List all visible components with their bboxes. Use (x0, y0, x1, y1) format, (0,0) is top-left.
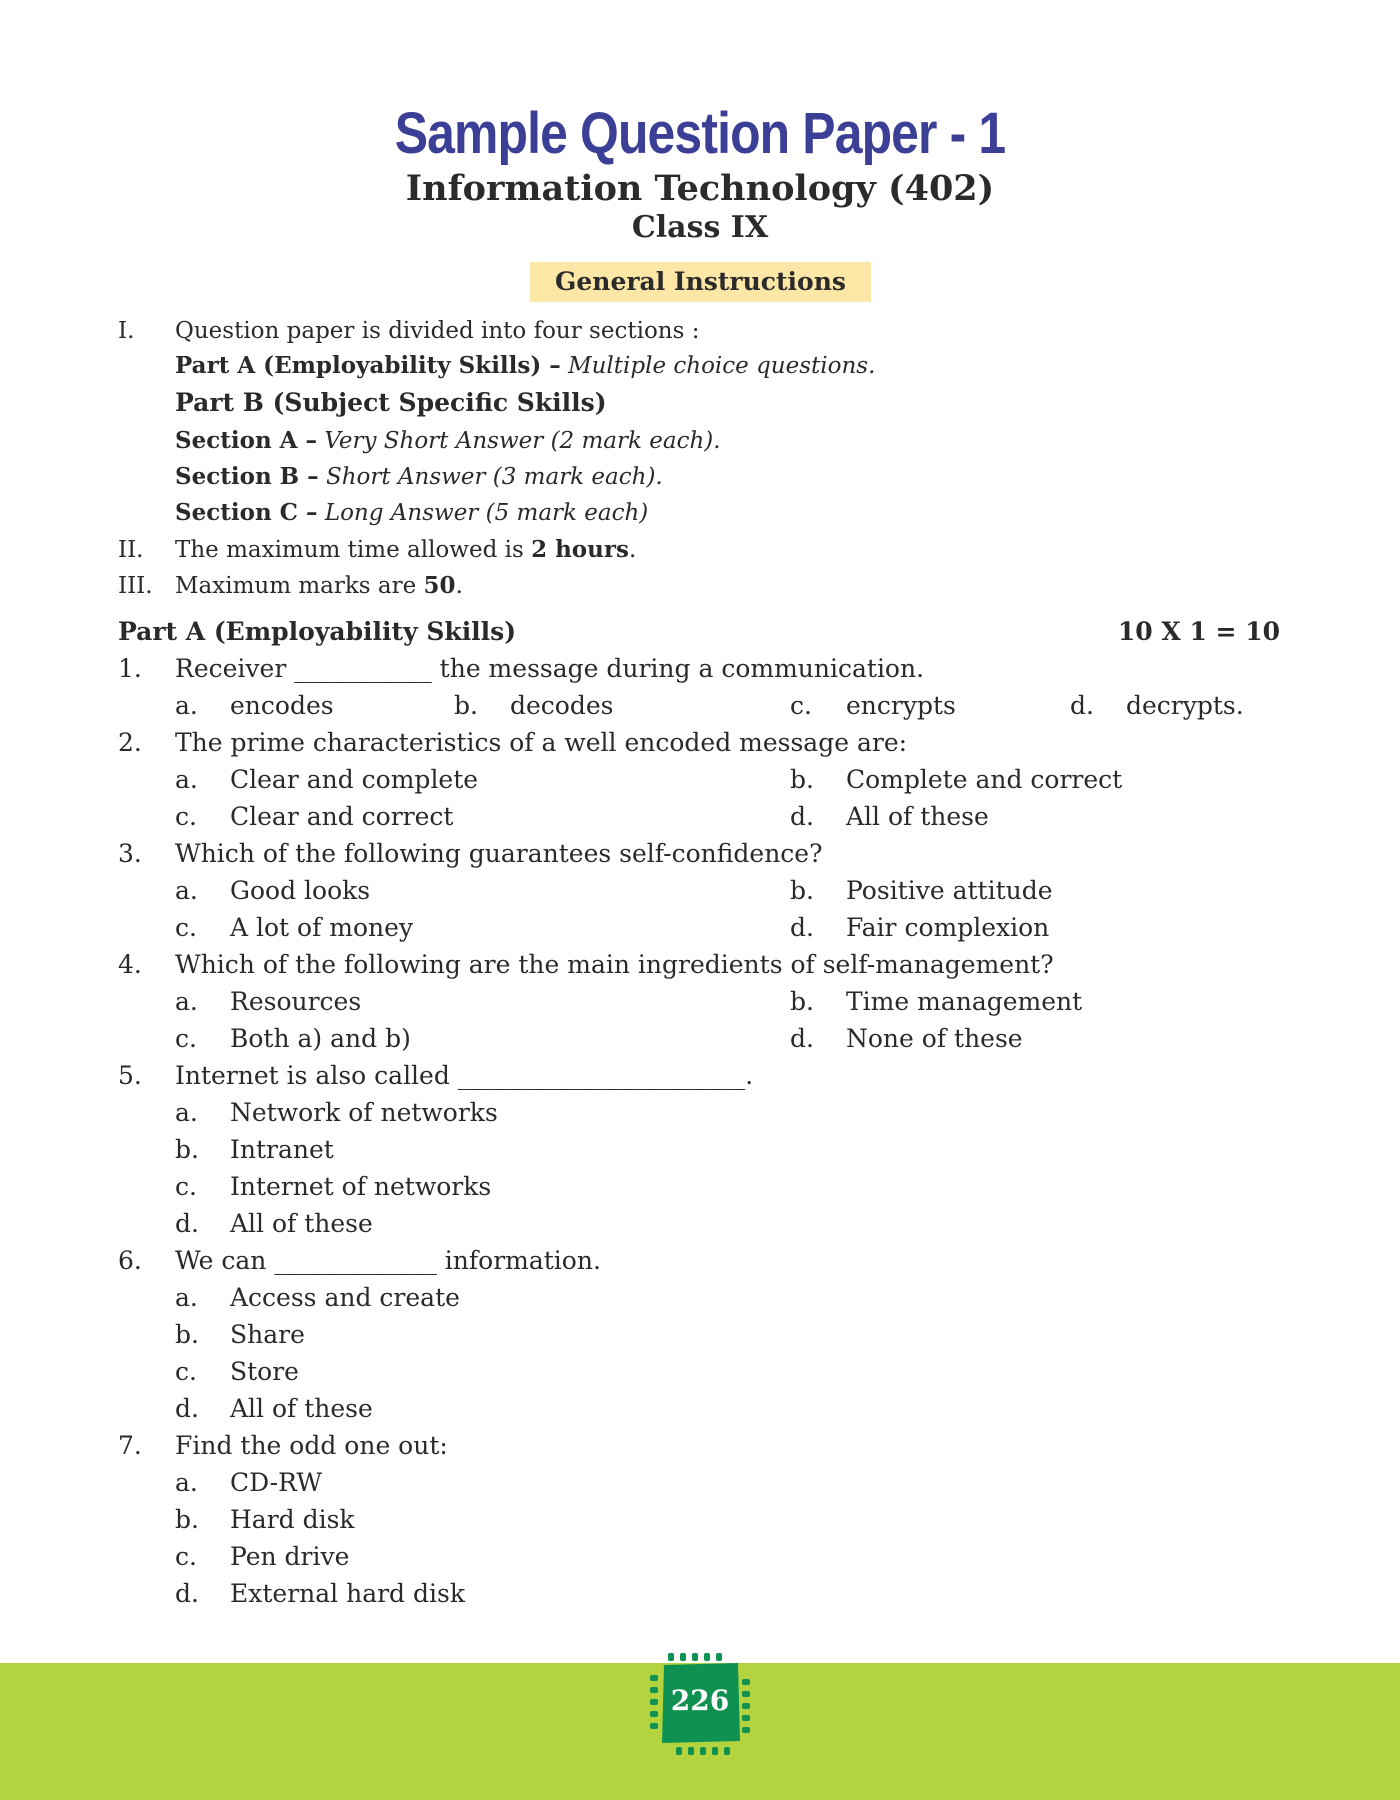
section-b-label: Section B – (175, 463, 319, 490)
option-text: Resources (230, 987, 362, 1016)
option-letter: b. (175, 1320, 199, 1349)
option-text: Access and create (230, 1283, 460, 1312)
option-letter: d. (790, 913, 814, 942)
option-text: Time management (846, 987, 1083, 1016)
option-text: Fair complexion (846, 913, 1050, 942)
question-text: Find the odd one out: (175, 1431, 448, 1460)
option-letter: d. (175, 1209, 199, 1238)
option-letter: a. (175, 765, 198, 794)
class-label: Class IX (631, 210, 769, 245)
instruction-number: II. (118, 537, 144, 563)
max-time-value: 2 hours (531, 536, 629, 563)
question-text: Which of the following are the main ingredients of self-management? (175, 950, 1054, 979)
subject-title: Information Technology (402) (405, 168, 995, 209)
option-text: encrypts (846, 691, 956, 720)
option-letter: a. (175, 691, 198, 720)
option-letter: a. (175, 1283, 198, 1312)
question-number: 4. (118, 950, 142, 979)
option-letter: a. (175, 987, 198, 1016)
option-letter: a. (175, 876, 198, 905)
question-number: 1. (118, 654, 142, 683)
option-letter: a. (175, 1468, 198, 1497)
option-text: Store (230, 1357, 299, 1386)
option-text: Good looks (230, 876, 371, 905)
option-text: Internet of networks (230, 1172, 492, 1201)
general-instructions-banner: General Instructions (530, 262, 871, 302)
option-text: encodes (230, 691, 334, 720)
option-letter: b. (175, 1505, 199, 1534)
option-letter: d. (790, 1024, 814, 1053)
page-number: 226 (670, 1684, 730, 1717)
option-text: Clear and complete (230, 765, 479, 794)
option-text: All of these (230, 1394, 373, 1423)
option-text: Pen drive (230, 1542, 350, 1571)
option-text: All of these (230, 1209, 373, 1238)
option-letter: c. (175, 913, 197, 942)
part-a-marks: 10 X 1 = 10 (1117, 617, 1280, 646)
question-number: 7. (118, 1431, 142, 1460)
option-text: Positive attitude (846, 876, 1053, 905)
section-c-label: Section C – (175, 499, 318, 526)
option-text: All of these (846, 802, 989, 831)
option-text: Complete and correct (846, 765, 1123, 794)
instruction-text: Question paper is divided into four sections : (175, 318, 700, 344)
paper-title: Sample Question Paper - 1 (394, 101, 1006, 166)
option-letter: d. (175, 1579, 199, 1608)
option-letter: b. (790, 876, 814, 905)
option-letter: a. (175, 1098, 198, 1127)
part-b-label: Part B (Subject Specific Skills) (175, 388, 607, 417)
part-a-heading: Part A (Employability Skills) (118, 617, 517, 646)
section-a-label: Section A – (175, 427, 318, 454)
instruction-text: Maximum marks are (175, 573, 417, 599)
option-letter: c. (175, 1172, 197, 1201)
instruction-number: III. (118, 573, 153, 599)
option-text: A lot of money (230, 913, 414, 942)
question-text: We can _____________ information. (175, 1246, 601, 1275)
question-number: 2. (118, 728, 142, 757)
option-text: Both a) and b) (230, 1024, 411, 1053)
question-text: The prime characteristics of a well encoded message are: (175, 728, 908, 757)
instruction-number: I. (118, 318, 135, 344)
option-text: Share (230, 1320, 305, 1349)
question-number: 6. (118, 1246, 142, 1275)
question-number: 3. (118, 839, 142, 868)
instruction-text: The maximum time allowed is (175, 537, 524, 563)
option-letter: c. (790, 691, 812, 720)
part-a-label: Part A (Employability Skills) – (175, 352, 561, 379)
question-text: Which of the following guarantees self-confidence? (175, 839, 823, 868)
section-c-desc: Long Answer (5 mark each) (324, 500, 649, 526)
question-text: Receiver ___________ the message during a communication. (175, 654, 925, 683)
option-letter: d. (790, 802, 814, 831)
option-letter: c. (175, 802, 197, 831)
option-text: Intranet (230, 1135, 334, 1164)
page-number-chip (646, 1651, 754, 1757)
option-letter: c. (175, 1357, 197, 1386)
option-letter: d. (175, 1394, 199, 1423)
option-text: decrypts. (1126, 691, 1244, 720)
option-letter: b. (790, 987, 814, 1016)
option-letter: c. (175, 1542, 197, 1571)
section-b-desc: Short Answer (3 mark each). (325, 464, 663, 490)
part-a-desc: Multiple choice questions. (568, 353, 876, 379)
option-text: CD-RW (230, 1468, 323, 1497)
option-letter: c. (175, 1024, 197, 1053)
option-letter: b. (454, 691, 478, 720)
option-text: None of these (846, 1024, 1023, 1053)
period: . (628, 537, 637, 563)
option-letter: b. (175, 1135, 199, 1164)
option-text: decodes (510, 691, 614, 720)
section-a-desc: Very Short Answer (2 mark each). (324, 428, 721, 454)
question-text: Internet is also called _______________________. (175, 1061, 754, 1090)
option-text: External hard disk (230, 1579, 465, 1608)
option-letter: b. (790, 765, 814, 794)
question-number: 5. (118, 1061, 142, 1090)
option-text: Clear and correct (230, 802, 454, 831)
option-letter: d. (1070, 691, 1094, 720)
period: . (455, 573, 463, 599)
option-text: Hard disk (230, 1505, 355, 1534)
option-text: Network of networks (230, 1098, 498, 1127)
max-marks-value: 50 (423, 572, 456, 599)
